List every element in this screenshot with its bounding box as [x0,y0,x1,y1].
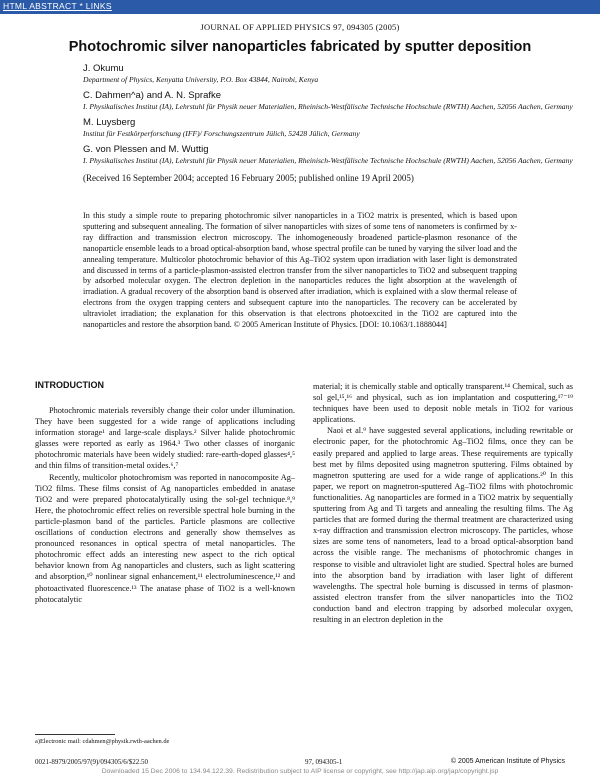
received-dates: (Received 16 September 2004; accepted 16 February 2005; published online 19 April 2005) [83,173,414,183]
paragraph: Photochromic materials reversibly change their color under illumination. They have been suggested for a wide range of applications including information storage¹ and large-scale displays.² Silver halide photochromic glasses were reported as early as 1964.³ Two other classes of inorganic photochromic materials have been widely studied: rare-earth-doped glasses⁴,⁵ and thin films of transition-metal oxides.⁶,⁷ [35,406,295,471]
paragraph: Naoi et al.⁹ have suggested several applications, including rewritable or electronic paper, for the photochromic Ag–TiO2 films, once they can be easily prepared and applied to large areas. These requirements are typically best met by films deposited using magnetron sputtering. Films obtained by magnetron sputtering are used for a wide range of applications.²⁰ In this paper, we report on magnetron-sputtered Ag–TiO2 films with photochromic functionalities. Ag nanoparticles are formed in a TiO2 matrix by sequentially sputtering from Ag and Ti targets and annealing the resulting films. The Ag particles that are formed during the thermal treatment are characterized using x-ray diffraction and transmission electron microscopy. The particles, whose sizes are some tens of nanometers, lead to a broad optical-absorption band across the visible range. The mechanisms of photochromic changes in response to visible and ultraviolet light are studied. Spectral holes are burned into the absorption band by irradiation with laser light of different wavelengths. The spectral hole burning is discussed in terms of plasmon-assisted electron transfer from the silver nanoparticles into the TiO2 conduction band and electron trapping by adsorbed molecular oxygen, resulting in an electron depletion in the [313,426,573,624]
author-affiliation: I. Physikalisches Institut (IA), Lehrstuhl für Physik neuer Materialien, Rheinisch-Westfälische Technische Hochschule (RWTH) Aachen, 52056 Aachen, Germany [83,156,573,165]
journal-header: JOURNAL OF APPLIED PHYSICS 97, 094305 (2005) [200,22,400,32]
top-link-bar [0,0,600,14]
copyright: © 2005 American Institute of Physics [450,758,565,765]
author-name: C. Dahmen^a) and A. N. Sprafke [83,90,222,101]
author-block [83,58,583,184]
html-abstract-links[interactable]: HTML ABSTRACT * LINKS [3,1,112,11]
author-name: J. Okumu [83,63,124,74]
section-heading: INTRODUCTION [35,380,104,390]
download-notice: Downloaded 15 Dec 2006 to 134.94.122.39. Redistribution subject to AIP license or copyright, see http://jap.aip.org/jap/copyright.jsp [101,768,499,775]
paragraph: material; it is chemically stable and optically transparent.¹⁴ Chemical, such as sol gel,¹⁵,¹⁶ and physical, such as ion implantation and cosputtering,¹⁷⁻¹⁹ techniques have been used to deposit noble metals in TiO2 for various applications. [313,382,573,425]
footnote: a)Electronic mail: cdahmen@physik.rwth-aachen.de [35,738,170,745]
author-name: M. Luysberg [83,117,136,128]
footnote-divider [35,734,115,735]
body-column-left [35,405,295,605]
abstract: In this study a simple route to preparing photochromic silver nanoparticles in a TiO2 matrix is presented, which is based upon sputtering and subsequent annealing. The formation of silver nanoparticles with sizes of some tens of nanometers is confirmed by x-ray diffraction and transmission electron microscopy. The inhomogeneously broadened particle-plasmon resonance of the nanoparticle ensemble leads to a broad optical-absorption band, whose spectral profile can be tuned by varying the silver load and the annealing temperature. Multicolor photochromic behavior of this Ag–TiO2 system upon irradiation with laser light is demonstrated and discussed in terms of a particle-plasmon-assisted electron transfer from the silver nanoparticles to TiO2 and subsequent trapping by adsorbed molecular oxygen. The electron depletion in the nanoparticles reduces the light absorption at the wavelength of irradiation. A gradual recovery of the absorption band is observed after irradiation, which is explained with a slow thermal release of electrons from the oxygen trapping centers and subsequent capture into the nanoparticles. The recovery can be accelerated by ultraviolet irradiation; the explanation for this observation is that electrons photoexcited in the TiO2 are captured into the nanoparticles and restore the absorption band. © 2005 American Institute of Physics. [DOI: 10.1063/1.1888044] [83,211,517,330]
body-column-right [313,381,573,625]
issn-code: 0021-8979/2005/97(9)/094305/6/$22.50 [35,758,148,766]
author-name: G. von Plessen and M. Wuttig [83,144,209,155]
paper-title: Photochromic silver nanoparticles fabricated by sputter deposition [68,39,532,55]
paragraph: Recently, multicolor photochromism was reported in nanocomposite Ag–TiO2 films. These films consist of Ag nanoparticles embedded in anatase TiO2 and were prepared photocatalytically using the sol-gel technique.⁸,⁹ Here, the photochromic effect relies on reversible spectral hole burning in the particle-plasmon band of the particles. Particle plasmons are collective oscillations of conduction electrons and generally show themselves as pronounced resonances in optical spectra of metal nanoparticles. The photochromic effect adds an interesting new aspect to the rich optical behavior known from Ag nanoparticles and clusters, such as light scattering and absorption,¹⁰ nonlinear signal enhancement,¹¹ electroluminescence,¹² and photoactivated fluorescence.¹³ The anatase phase of TiO2 is a well-known photocatalytic [35,472,295,604]
page-number: 97, 094305-1 [305,758,343,766]
author-affiliation: Department of Physics, Kenyatta University, P.O. Box 43844, Nairobi, Kenya [83,75,319,84]
author-affiliation: I. Physikalisches Institut (IA), Lehrstuhl für Physik neuer Materialien, Rheinisch-Westfälische Technische Hochschule (RWTH) Aachen, 52056 Aachen, Germany [83,102,573,111]
author-affiliation: Institut für Festkörperforschung (IFF)/ Forschungszentrum Jülich, 52428 Jülich, Germany [83,129,360,138]
